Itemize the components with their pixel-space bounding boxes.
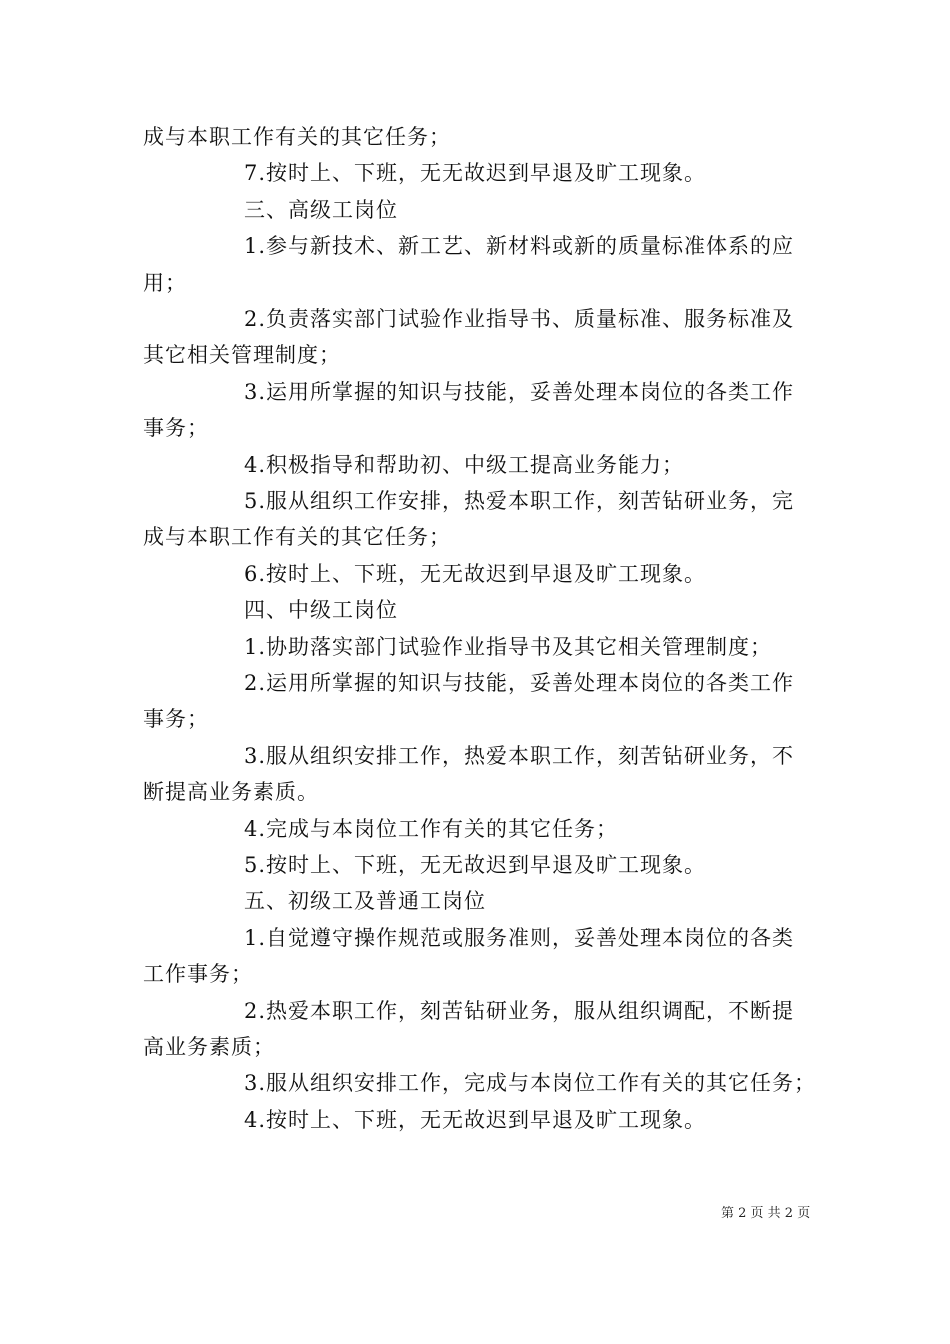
body-line: 6.按时上、下班，无无故迟到早退及旷工现象。 xyxy=(244,562,707,586)
body-line: 断提高业务素质。 xyxy=(143,780,319,804)
body-line: 3.运用所掌握的知识与技能，妥善处理本岗位的各类工作 xyxy=(244,380,795,404)
body-line: 事务； xyxy=(143,707,209,731)
body-line: 工作事务； xyxy=(143,962,253,986)
body-line: 2.负责落实部门试验作业指导书、质量标准、服务标准及 xyxy=(244,307,795,331)
body-line: 4.完成与本岗位工作有关的其它任务； xyxy=(244,817,619,841)
body-line: 成与本职工作有关的其它任务； xyxy=(143,525,451,549)
body-line: 7.按时上、下班，无无故迟到早退及旷工现象。 xyxy=(244,161,707,185)
body-line: 事务； xyxy=(143,416,209,440)
body-line: 2.运用所掌握的知识与技能，妥善处理本岗位的各类工作 xyxy=(244,671,795,695)
body-line: 4.按时上、下班，无无故迟到早退及旷工现象。 xyxy=(244,1108,707,1132)
body-line: 3.服从组织安排工作，热爱本职工作，刻苦钻研业务，不 xyxy=(244,744,795,768)
body-line: 用； xyxy=(143,271,187,295)
body-line: 5.服从组织工作安排，热爱本职工作，刻苦钻研业务，完 xyxy=(244,489,795,513)
section-heading: 五、初级工及普通工岗位 xyxy=(244,889,486,913)
section-heading: 四、中级工岗位 xyxy=(244,598,398,622)
body-line: 3.服从组织安排工作，完成与本岗位工作有关的其它任务； xyxy=(244,1071,817,1095)
body-line: 成与本职工作有关的其它任务； xyxy=(143,125,451,149)
body-line: 2.热爱本职工作，刻苦钻研业务，服从组织调配，不断提 xyxy=(244,999,795,1023)
body-line: 4.积极指导和帮助初、中级工提高业务能力； xyxy=(244,453,685,477)
body-line: 5.按时上、下班，无无故迟到早退及旷工现象。 xyxy=(244,853,707,877)
section-heading: 三、高级工岗位 xyxy=(244,198,398,222)
body-line: 1.自觉遵守操作规范或服务准则，妥善处理本岗位的各类 xyxy=(244,926,795,950)
body-line: 其它相关管理制度； xyxy=(143,343,341,367)
page-number-footer: 第 2 页 共 2 页 xyxy=(721,1206,811,1221)
body-line: 1.参与新技术、新工艺、新材料或新的质量标准体系的应 xyxy=(244,234,795,258)
body-line: 高业务素质； xyxy=(143,1035,275,1059)
body-line: 1.协助落实部门试验作业指导书及其它相关管理制度； xyxy=(244,635,773,659)
